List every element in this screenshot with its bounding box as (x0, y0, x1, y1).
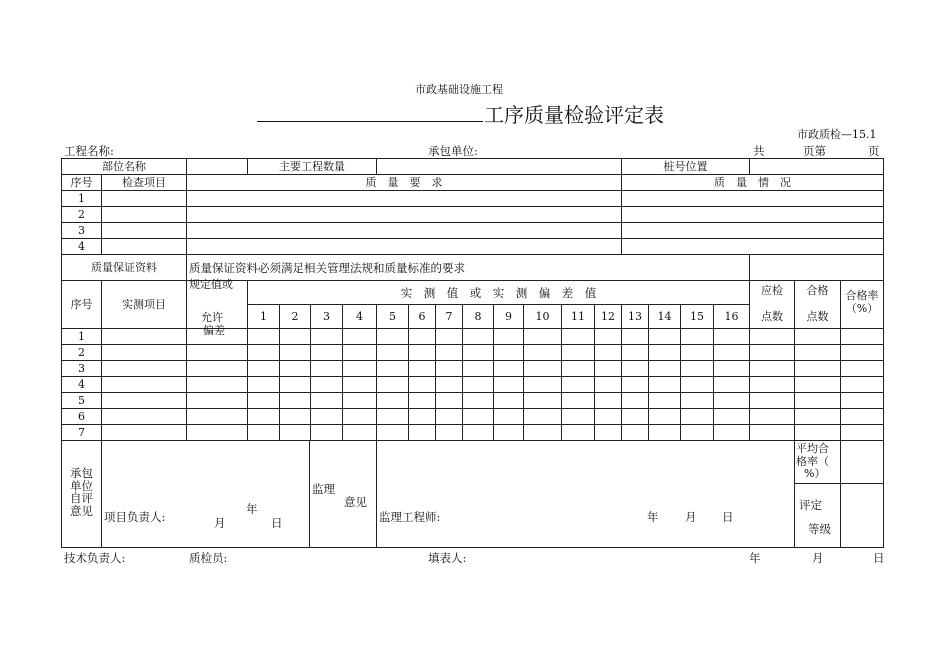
footer-year: 年 (749, 551, 761, 565)
measure-col-header: 8 (474, 309, 482, 323)
quality-assurance-text: 质量保证资料必须满足相关管理法规和质量标准的要求 (189, 260, 465, 275)
measure-seq-header: 序号 (70, 297, 93, 311)
page-mid-label: 页第 (803, 144, 826, 158)
station-position-label: 桩号位置 (663, 159, 708, 173)
pass-rate-bottom: （%） (845, 302, 879, 315)
row-number: 1 (78, 191, 85, 205)
quality-requirement-header: 质 量 要 求 (365, 175, 443, 189)
measure-col-header: 1 (260, 309, 267, 323)
contractor-opinion-line: 承包 (70, 466, 93, 480)
spec-value-bottom: 偏差 (203, 324, 225, 337)
grade-label-bottom: 等级 (808, 522, 831, 536)
should-check-top: 应检 (761, 284, 783, 297)
part-name-label: 部位名称 (102, 159, 146, 173)
check-item-header: 检查项目 (122, 175, 166, 189)
avg-pass-rate-label (796, 443, 840, 481)
page-end-label: 页 (868, 144, 880, 158)
supervisor-year: 年 (647, 510, 659, 524)
measure-col-header: 13 (628, 309, 642, 323)
row-number: 5 (78, 393, 85, 407)
measure-col-header: 3 (323, 309, 330, 323)
measure-col-header: 9 (505, 309, 512, 323)
measure-col-header: 10 (535, 309, 550, 323)
opinion-year: 年 (246, 502, 258, 516)
avg-pass-rate-line: 格率（ (796, 454, 829, 468)
inspector-label: 质检员: (189, 551, 228, 565)
supervisor-day: 日 (722, 510, 734, 524)
seq-header: 序号 (70, 175, 93, 189)
project-name-label: 工程名称: (64, 144, 114, 158)
footer-month: 月 (812, 551, 824, 565)
measured-item-header: 实测项目 (122, 297, 166, 311)
supervisor-label-bottom: 意见 (344, 495, 367, 509)
avg-pass-rate-line: %） (804, 467, 826, 480)
measured-values-header: 实 测 值 或 实 测 偏 差 值 (400, 285, 597, 300)
spec-value-mid: 允许 (201, 311, 223, 324)
spec-value-top: 规定值或 (189, 278, 233, 291)
quality-condition-header: 质 量 情 况 (714, 175, 791, 189)
opinion-day: 日 (271, 516, 283, 530)
contractor-opinion-line: 单位 (70, 478, 93, 493)
row-number: 2 (78, 207, 85, 221)
spec-value-header (187, 278, 247, 337)
grade-label-top: 评定 (799, 498, 822, 512)
form-title: 工序质量检验评定表 (484, 103, 664, 127)
page-total-label: 共 (753, 144, 765, 158)
contractor-opinion-label (62, 467, 101, 517)
contractor-label: 承包单位: (428, 144, 478, 158)
measure-col-header: 7 (445, 309, 453, 323)
avg-pass-rate-line: 平均合 (796, 442, 829, 455)
contractor-opinion-line: 意见 (70, 503, 93, 518)
measure-col-header: 16 (724, 309, 739, 323)
quality-assurance-label: 质量保证资料 (91, 260, 157, 274)
row-number: 3 (78, 223, 85, 237)
row-number: 4 (78, 377, 85, 391)
filler-label: 填表人: (428, 551, 467, 565)
measure-col-header: 5 (389, 309, 396, 323)
opinion-month: 月 (214, 516, 226, 530)
tech-leader-label: 技术负责人: (64, 551, 126, 565)
contractor-opinion-line: 自评 (70, 491, 93, 505)
row-number: 2 (78, 345, 85, 359)
row-number: 6 (78, 409, 85, 423)
row-number: 3 (78, 361, 85, 375)
supervisor-month: 月 (685, 510, 697, 524)
measure-col-header: 14 (657, 309, 672, 323)
pass-rate-top: 合格率 (845, 289, 879, 302)
project-category: 市政基础设施工程 (415, 83, 503, 96)
footer-day: 日 (873, 551, 885, 565)
row-number: 1 (78, 329, 85, 343)
measure-col-header: 12 (601, 309, 615, 323)
form-code: 市政质检—15.1 (797, 128, 877, 141)
project-leader-label: 项目负责人: (104, 510, 166, 524)
measure-col-header: 4 (356, 309, 363, 323)
row-number: 7 (78, 425, 85, 439)
supervisor-label-top: 监理 (312, 482, 335, 496)
pass-points-top: 合格 (806, 284, 829, 297)
should-check-bottom: 点数 (761, 310, 783, 323)
measure-col-header: 6 (418, 309, 426, 323)
measure-col-header: 11 (571, 309, 585, 323)
supervising-engineer-label: 监理工程师: (379, 510, 441, 524)
pass-points-bottom: 点数 (806, 310, 829, 323)
measure-col-header: 2 (291, 309, 299, 323)
row-number: 4 (78, 239, 85, 253)
main-quantity-label: 主要工程数量 (279, 159, 345, 173)
measure-col-header: 15 (690, 309, 704, 323)
